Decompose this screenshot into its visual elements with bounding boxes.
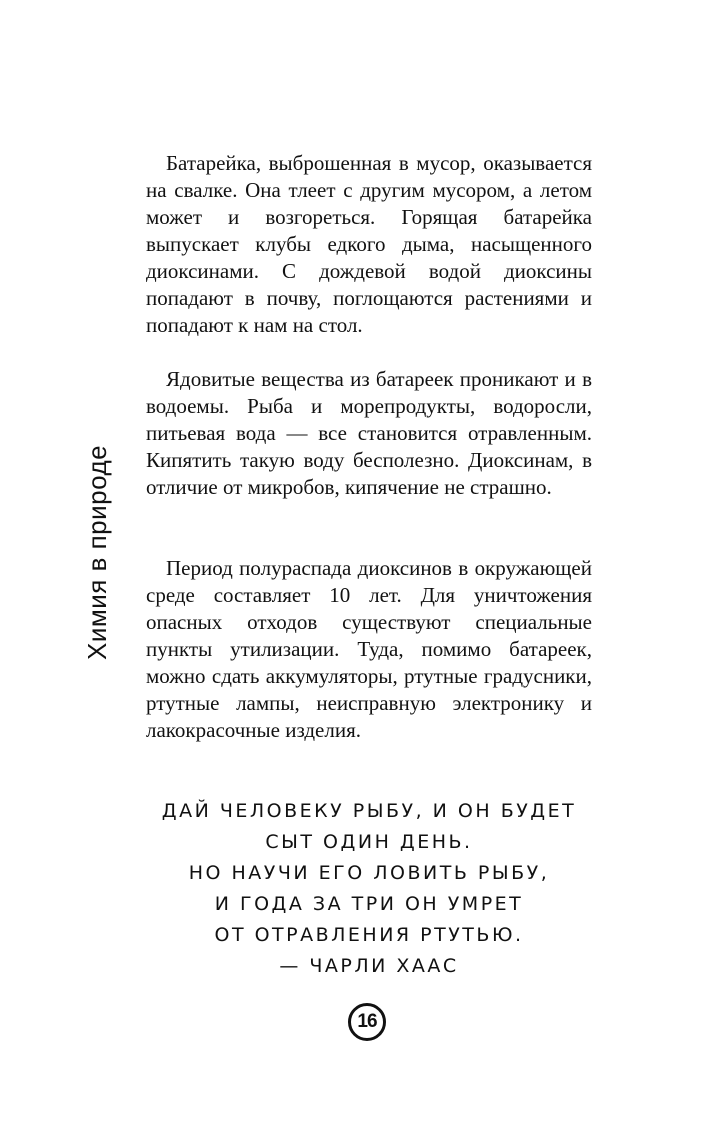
paragraph-batteries-landfill: Батарейка, выброшенная в мусор, оказывается на свалке. Она тлеет с другим мусором, а летом может и возгореться. Горящая батарейка выпускает клубы едкого дыма, насыщенного диоксинами. С дождевой водой диоксины попадают в почву, поглощаются растениями и попадают к нам на стол.	[146, 151, 592, 337]
quote-line: И ГОДА ЗА ТРИ ОН УМРЕТ	[214, 893, 524, 915]
paragraph-water-contamination: Ядовитые вещества из батареек проникают и в водоемы. Рыба и морепродукты, водоросли, питьевая вода — все становится отравленным. Кипятить такую воду бесполезно. Диоксинам, в отличие от микробов, кипячение не страшно.	[146, 367, 592, 499]
quote-line: ОТ ОТРАВЛЕНИЯ РТУТЬЮ.	[214, 924, 524, 946]
quote-line: СЫТ ОДИН ДЕНЬ.	[265, 831, 473, 853]
quote-author: — ЧАРЛИ ХААС	[279, 955, 459, 977]
epigraph-quote	[146, 796, 592, 982]
quote-line: ДАЙ ЧЕЛОВЕКУ РЫБУ, И ОН БУДЕТ	[161, 800, 577, 822]
running-header-vertical: Химия в природе	[82, 444, 112, 660]
quote-line: НО НАУЧИ ЕГО ЛОВИТЬ РЫБУ,	[188, 862, 550, 884]
paragraph-disposal-points: Период полураспада диоксинов в окружающей среде составляет 10 лет. Для уничтожения опасных отходов существуют специальные пункты утилизации. Туда, помимо батареек, можно сдать аккумуляторы, ртутные градусники, ртутные лампы, неисправную электронику и лакокрасочные изделия.	[146, 556, 592, 742]
page-number-badge: 16	[348, 1003, 386, 1041]
